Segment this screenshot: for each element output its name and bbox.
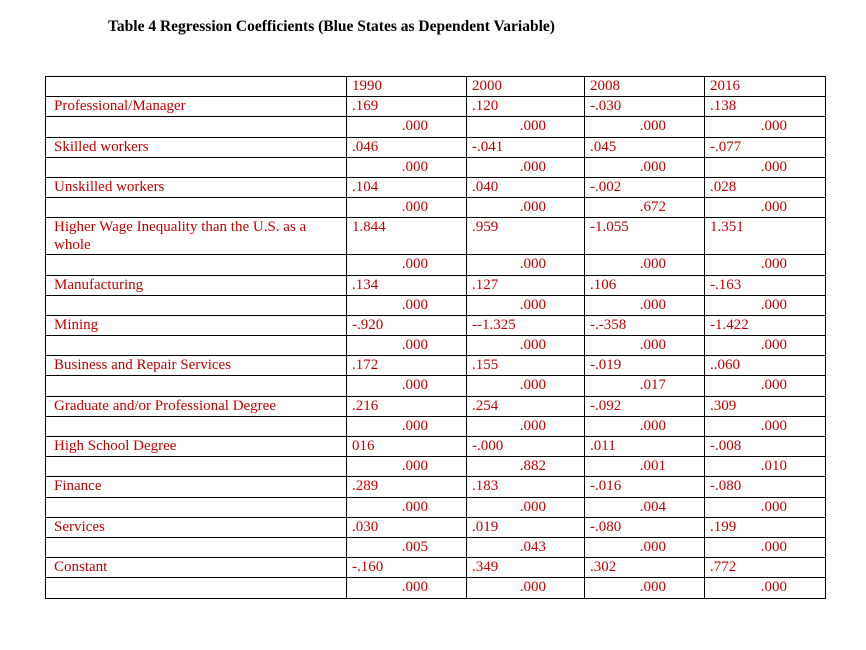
coefficient-cell: .045	[585, 137, 705, 157]
p-value-cell: .001	[585, 457, 705, 477]
p-value-cell: .000	[705, 255, 826, 275]
p-value-cell: .000	[705, 295, 826, 315]
p-value-cell: .004	[585, 497, 705, 517]
coefficient-row	[46, 558, 826, 578]
coefficient-cell: .289	[347, 477, 467, 497]
p-value-cell: .000	[467, 578, 585, 598]
p-value-cell: .000	[585, 117, 705, 137]
coefficient-cell: .349	[467, 558, 585, 578]
p-value-row	[46, 578, 826, 598]
coefficient-cell: .046	[347, 137, 467, 157]
variable-label: Mining	[46, 315, 347, 335]
p-value-cell: .000	[585, 578, 705, 598]
p-value-cell: .017	[585, 376, 705, 396]
blank-label-cell	[46, 295, 347, 315]
p-value-cell: .000	[467, 416, 585, 436]
coefficient-cell: .254	[467, 396, 585, 416]
p-value-cell: .000	[705, 537, 826, 557]
p-value-cell: .000	[347, 497, 467, 517]
coefficient-cell: -.019	[585, 356, 705, 376]
p-value-cell: .000	[347, 457, 467, 477]
coefficient-cell: -.077	[705, 137, 826, 157]
p-value-cell: .043	[467, 537, 585, 557]
p-value-cell: .000	[347, 295, 467, 315]
p-value-cell: .000	[347, 376, 467, 396]
coefficient-row	[46, 218, 826, 255]
p-value-cell: .000	[467, 255, 585, 275]
coefficient-cell: -.080	[585, 517, 705, 537]
blank-label-cell	[46, 255, 347, 275]
p-value-cell: .882	[467, 457, 585, 477]
coefficient-row	[46, 396, 826, 416]
coefficient-row	[46, 437, 826, 457]
coefficient-cell: .120	[467, 97, 585, 117]
p-value-cell: .000	[467, 376, 585, 396]
coefficient-cell: -.-358	[585, 315, 705, 335]
p-value-cell: .000	[585, 336, 705, 356]
p-value-cell: .000	[347, 198, 467, 218]
coefficient-cell: -.163	[705, 275, 826, 295]
blank-label-cell	[46, 578, 347, 598]
coefficient-cell: -.000	[467, 437, 585, 457]
p-value-cell: .000	[347, 117, 467, 137]
table-title: Table 4 Regression Coefficients (Blue States as Dependent Variable)	[108, 18, 555, 35]
p-value-cell: .000	[705, 336, 826, 356]
coefficient-cell: --1.325	[467, 315, 585, 335]
coefficient-cell: .104	[347, 177, 467, 197]
p-value-cell: .000	[585, 157, 705, 177]
coefficient-cell: 1.844	[347, 218, 467, 255]
p-value-row	[46, 157, 826, 177]
coefficient-cell: .302	[585, 558, 705, 578]
p-value-row	[46, 295, 826, 315]
p-value-cell: .000	[705, 198, 826, 218]
variable-label: Professional/Manager	[46, 97, 347, 117]
year-header: 2016	[705, 77, 826, 97]
coefficient-cell: .309	[705, 396, 826, 416]
coefficient-cell: .138	[705, 97, 826, 117]
p-value-cell: .672	[585, 198, 705, 218]
variable-label: Manufacturing	[46, 275, 347, 295]
header-row	[46, 77, 826, 97]
p-value-cell: .000	[705, 157, 826, 177]
coefficient-cell: .127	[467, 275, 585, 295]
variable-label: Higher Wage Inequality than the U.S. as a whole	[46, 218, 347, 255]
coefficient-cell: -.092	[585, 396, 705, 416]
blank-label-cell	[46, 537, 347, 557]
coefficient-cell: .028	[705, 177, 826, 197]
p-value-row	[46, 336, 826, 356]
coefficient-cell: .134	[347, 275, 467, 295]
coefficient-cell: .216	[347, 396, 467, 416]
year-header: 1990	[347, 77, 467, 97]
blank-label-cell	[46, 336, 347, 356]
coefficient-row	[46, 137, 826, 157]
p-value-cell: .000	[347, 157, 467, 177]
coefficient-cell: .772	[705, 558, 826, 578]
p-value-cell: .000	[585, 295, 705, 315]
coefficient-cell: .011	[585, 437, 705, 457]
p-value-cell: .000	[705, 376, 826, 396]
p-value-row	[46, 537, 826, 557]
p-value-cell: .000	[347, 416, 467, 436]
coefficient-cell: -1.055	[585, 218, 705, 255]
variable-label: Services	[46, 517, 347, 537]
p-value-cell: .000	[705, 416, 826, 436]
variable-label: High School Degree	[46, 437, 347, 457]
p-value-cell: .010	[705, 457, 826, 477]
blank-label-cell	[46, 497, 347, 517]
blank-label-cell	[46, 157, 347, 177]
blank-label-cell	[46, 457, 347, 477]
p-value-row	[46, 255, 826, 275]
coefficient-cell: -.030	[585, 97, 705, 117]
coefficient-cell: .172	[347, 356, 467, 376]
p-value-cell: .000	[347, 578, 467, 598]
variable-label: Graduate and/or Professional Degree	[46, 396, 347, 416]
blank-label-cell	[46, 198, 347, 218]
p-value-row	[46, 416, 826, 436]
blank-label-cell	[46, 117, 347, 137]
coefficient-cell: ..060	[705, 356, 826, 376]
regression-table	[45, 76, 826, 599]
p-value-cell: .000	[705, 497, 826, 517]
p-value-cell: .000	[467, 497, 585, 517]
p-value-cell: .000	[347, 255, 467, 275]
coefficient-cell: -.002	[585, 177, 705, 197]
coefficient-row	[46, 517, 826, 537]
coefficient-row	[46, 315, 826, 335]
coefficient-cell: -.160	[347, 558, 467, 578]
coefficient-cell: 016	[347, 437, 467, 457]
coefficient-cell: .183	[467, 477, 585, 497]
coefficient-cell: -.008	[705, 437, 826, 457]
variable-label: Finance	[46, 477, 347, 497]
p-value-cell: .000	[585, 537, 705, 557]
p-value-cell: .000	[467, 295, 585, 315]
coefficient-cell: -.016	[585, 477, 705, 497]
coefficient-row	[46, 477, 826, 497]
blank-label-cell	[46, 416, 347, 436]
p-value-cell: .000	[585, 255, 705, 275]
year-header: 2000	[467, 77, 585, 97]
coefficient-row	[46, 275, 826, 295]
p-value-cell: .000	[705, 117, 826, 137]
variable-label: Unskilled workers	[46, 177, 347, 197]
coefficient-cell: -1.422	[705, 315, 826, 335]
p-value-row	[46, 117, 826, 137]
coefficient-cell: 1.351	[705, 218, 826, 255]
coefficient-cell: .106	[585, 275, 705, 295]
p-value-cell: .000	[467, 336, 585, 356]
p-value-cell: .000	[585, 416, 705, 436]
coefficient-cell: .169	[347, 97, 467, 117]
header-blank-cell	[46, 77, 347, 97]
p-value-cell: .005	[347, 537, 467, 557]
p-value-cell: .000	[705, 578, 826, 598]
coefficient-cell: .030	[347, 517, 467, 537]
coefficient-row	[46, 356, 826, 376]
p-value-cell: .000	[467, 198, 585, 218]
coefficient-cell: .155	[467, 356, 585, 376]
variable-label: Constant	[46, 558, 347, 578]
variable-label: Business and Repair Services	[46, 356, 347, 376]
coefficient-row	[46, 177, 826, 197]
coefficient-cell: .019	[467, 517, 585, 537]
p-value-row	[46, 457, 826, 477]
coefficient-cell: -.080	[705, 477, 826, 497]
p-value-row	[46, 376, 826, 396]
coefficient-cell: .959	[467, 218, 585, 255]
coefficient-cell: -.920	[347, 315, 467, 335]
p-value-cell: .000	[467, 117, 585, 137]
year-header: 2008	[585, 77, 705, 97]
blank-label-cell	[46, 376, 347, 396]
coefficient-cell: .199	[705, 517, 826, 537]
p-value-row	[46, 497, 826, 517]
p-value-cell: .000	[347, 336, 467, 356]
coefficient-row	[46, 97, 826, 117]
coefficient-cell: -.041	[467, 137, 585, 157]
coefficient-cell: .040	[467, 177, 585, 197]
p-value-cell: .000	[467, 157, 585, 177]
p-value-row	[46, 198, 826, 218]
variable-label: Skilled workers	[46, 137, 347, 157]
